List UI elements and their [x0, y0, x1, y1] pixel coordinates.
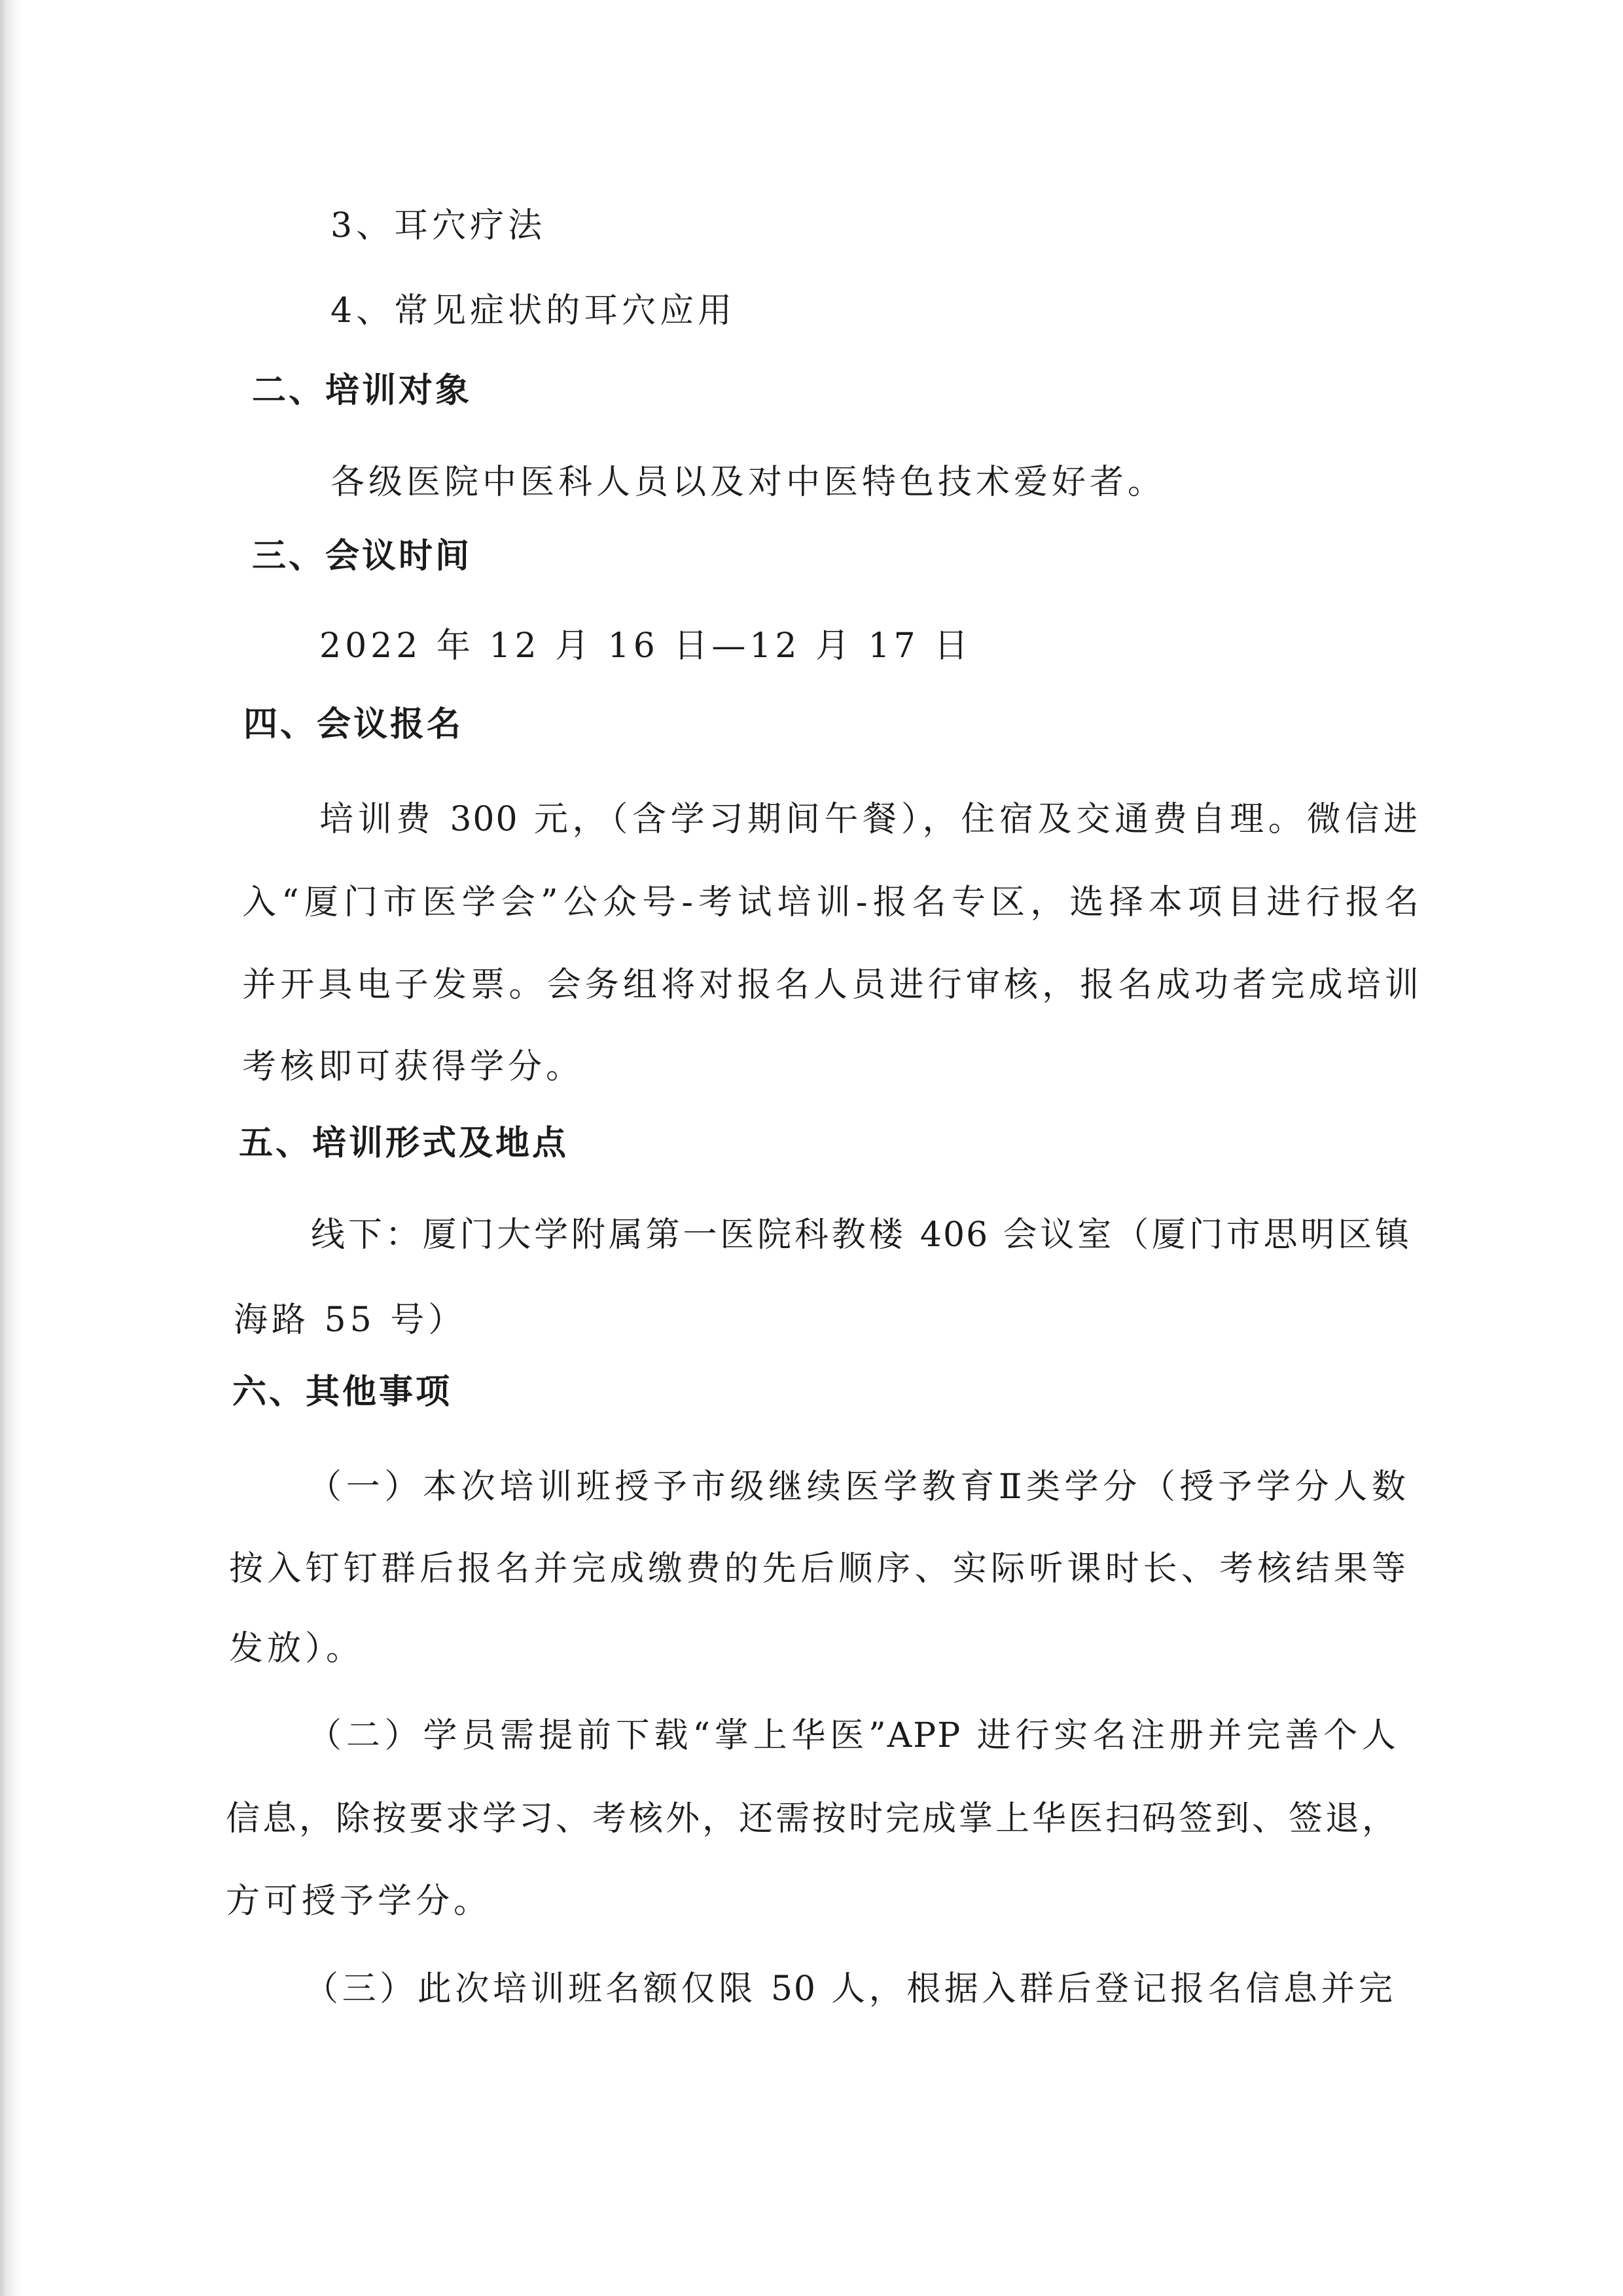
other-item3-line: （三）此次培训班名额仅限 50 人，根据入群后登记报名信息并完	[304, 1969, 1394, 2009]
section-heading-venue: 五、培训形式及地点	[239, 1124, 569, 1163]
other-item1-line: （一）本次培训班授予市级继续医学教育Ⅱ类学分（授予学分人数	[308, 1467, 1407, 1507]
registration-line: 培训费 300 元，（含学习期间午餐），住宿及交通费自理。微信进	[319, 800, 1419, 839]
other-item2-line: 方可授予学分。	[226, 1882, 492, 1921]
section-heading-target: 二、培训对象	[252, 371, 473, 410]
list-item: 4、常见症状的耳穴应用	[330, 291, 736, 331]
registration-line: 并开具电子发票。会务组将对报名人员进行审核，报名成功者完成培训	[242, 965, 1420, 1005]
other-item1-line: 按入钉钉群后报名并完成缴费的先后顺序、实际听课时长、考核结果等	[229, 1549, 1407, 1588]
list-item: 3、耳穴疗法	[330, 206, 546, 245]
section-body-target: 各级医院中医科人员以及对中医特色技术爱好者。	[330, 463, 1166, 502]
registration-line: 考核即可获得学分。	[242, 1047, 584, 1086]
other-item1-line: 发放）。	[229, 1629, 365, 1668]
registration-line: 入“厦门市医学会”公众号-考试培训-报名专区，选择本项目进行报名	[242, 883, 1420, 922]
other-item2-line: 信息，除按要求学习、考核外，还需按时完成掌上华医扫码签到、签退，	[226, 1799, 1397, 1839]
venue-line: 海路 55 号）	[234, 1300, 467, 1340]
section-heading-registration: 四、会议报名	[243, 705, 464, 744]
section-heading-other: 六、其他事项	[232, 1372, 453, 1412]
venue-line: 线下：厦门大学附属第一医院科教楼 406 会议室（厦门市思明区镇	[311, 1215, 1410, 1255]
other-item2-line: （二）学员需提前下载“掌上华医”APP 进行实名注册并完善个人	[308, 1716, 1397, 1755]
section-body-time: 2022 年 12 月 16 日—12 月 17 日	[319, 626, 972, 666]
section-heading-time: 三、会议时间	[252, 537, 473, 576]
